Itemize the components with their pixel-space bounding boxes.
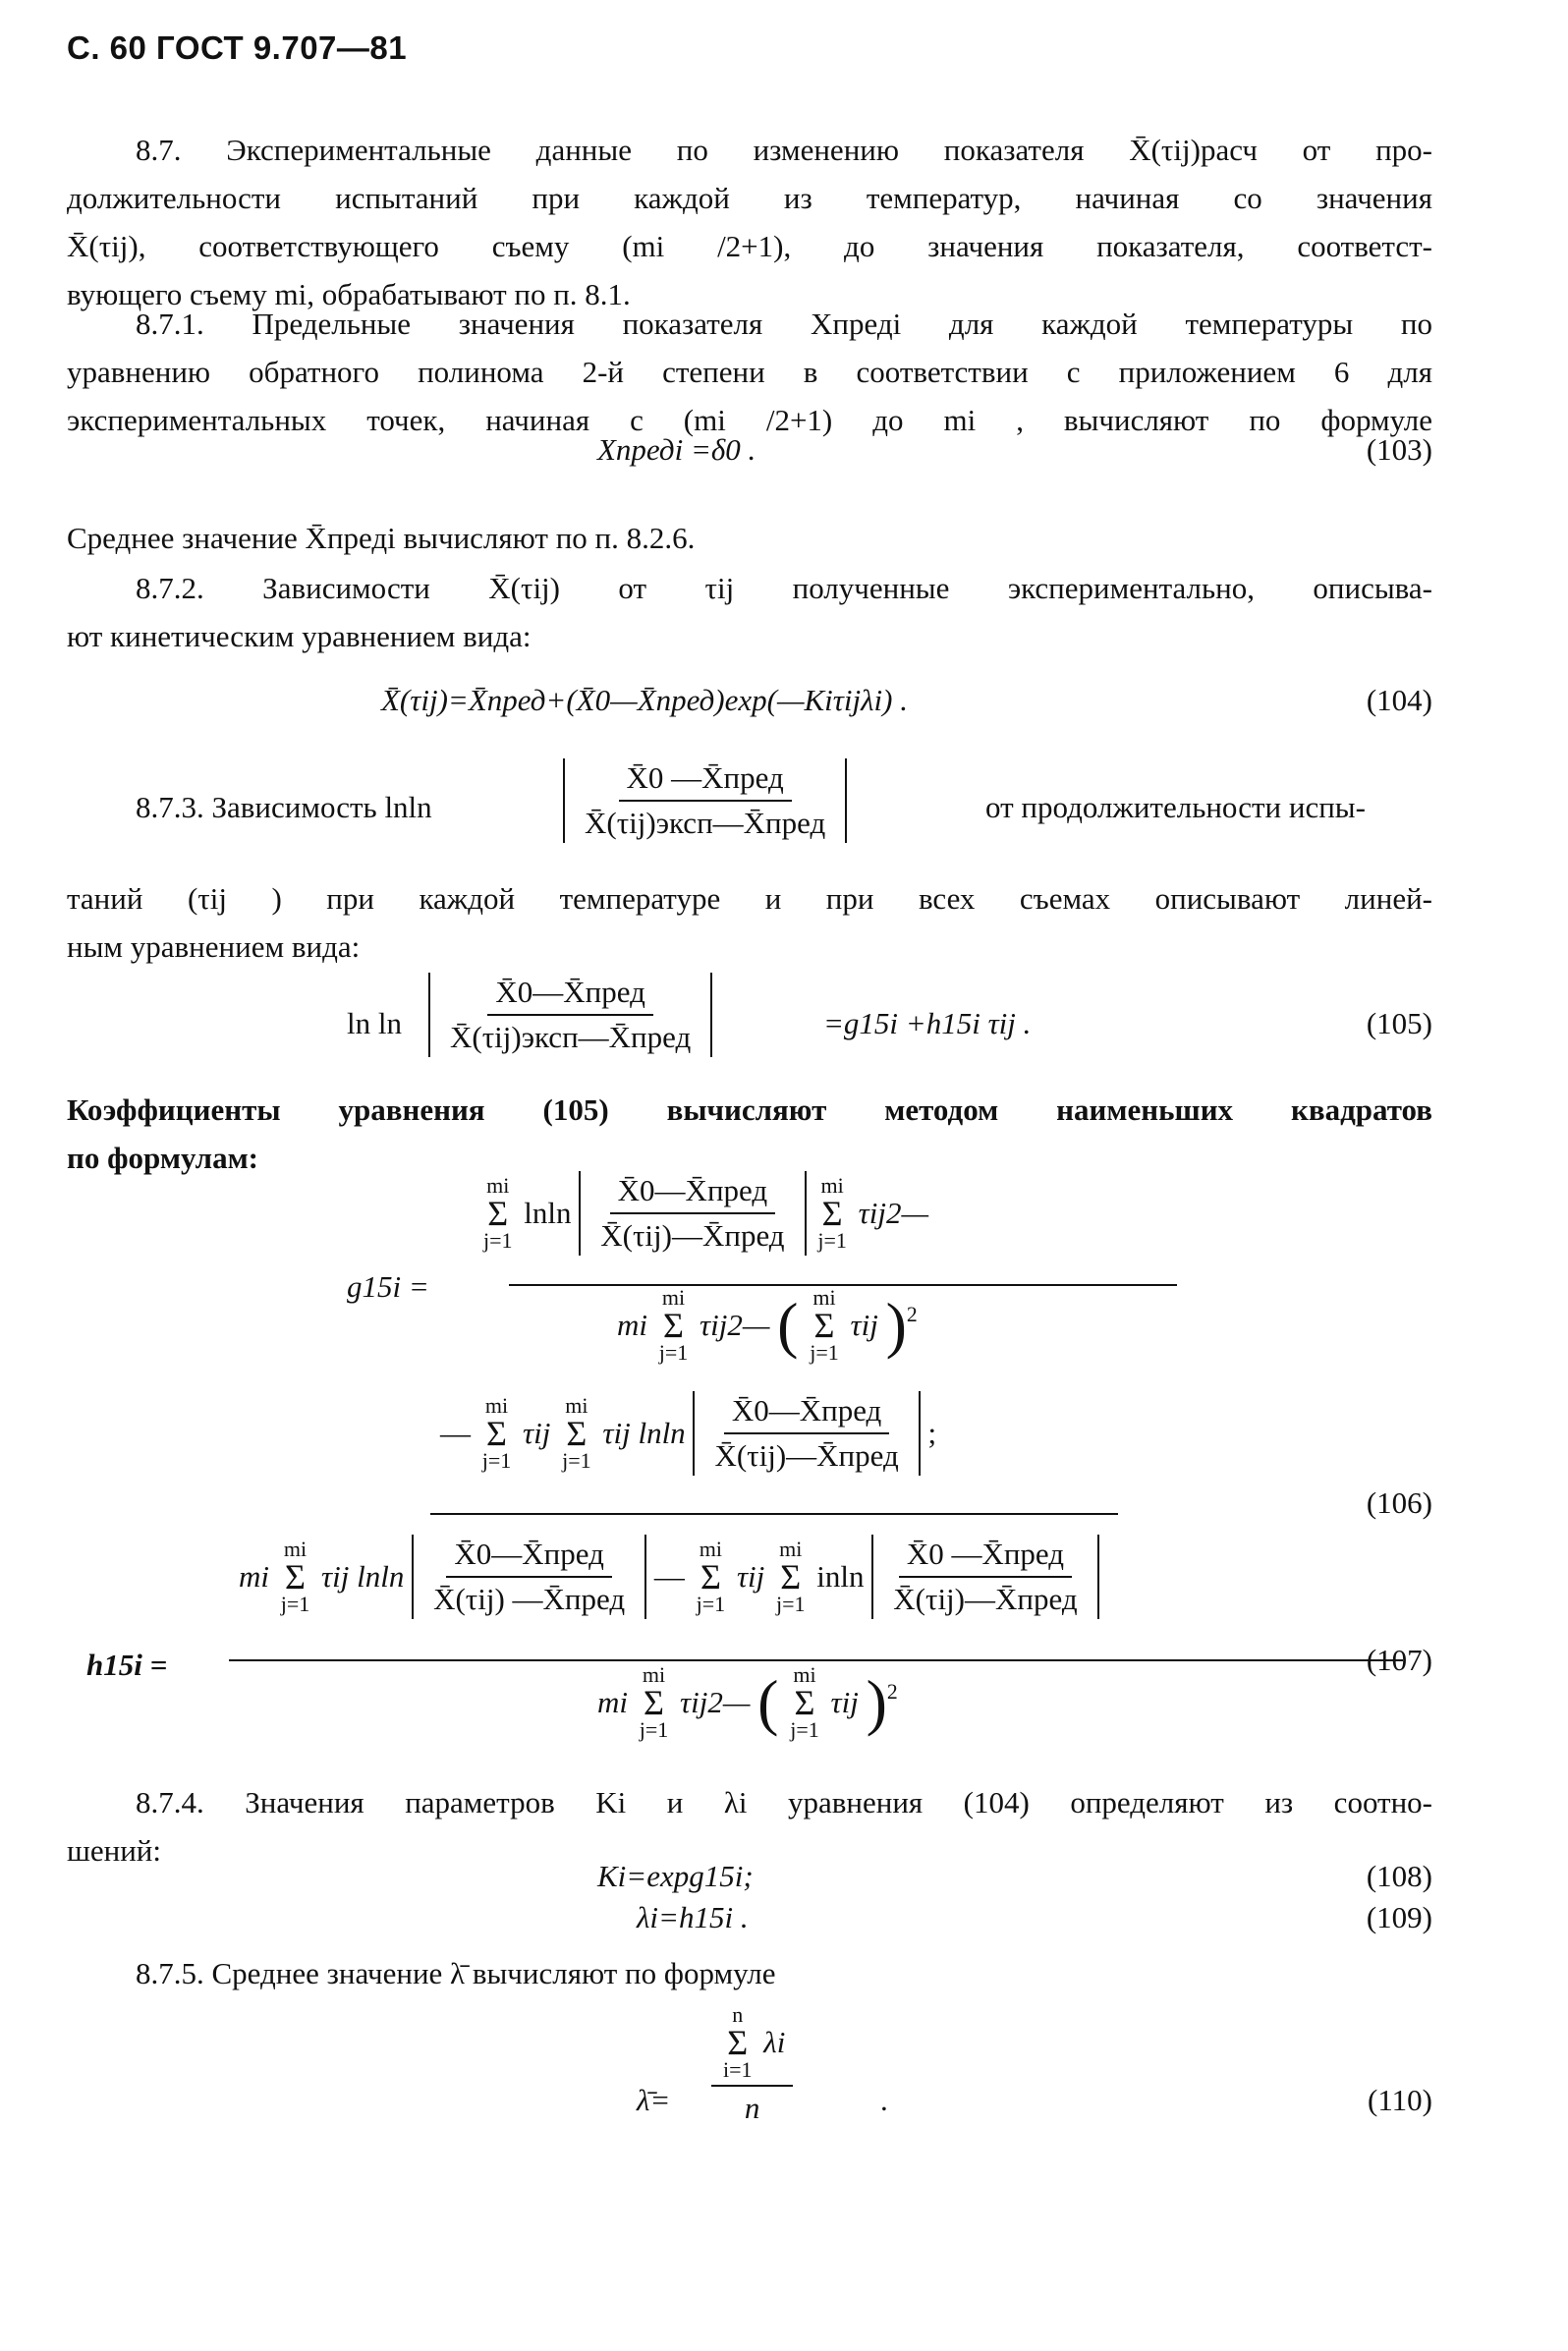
abs-fraction (428, 973, 712, 1057)
text-line: вующего съему mi, обрабатывают по п. 8.1. (67, 277, 631, 311)
equation-103 (67, 432, 1432, 481)
text-line: 8.7.1. Предельные значения показателя Xпредi для каждой температуры по (136, 307, 1432, 341)
equation-body: λi=h15i . (637, 1900, 749, 1934)
fraction: $\frac{\text{X̄0 —X̄пред}}{\text{X̄(τij)—X̄пред}}$ (893, 1537, 1078, 1616)
equation-number: (105) (1366, 1006, 1432, 1040)
equation-number: (108) (1366, 1859, 1432, 1893)
fraction-numerator: X̄0—X̄пред (487, 975, 653, 1016)
paragraph-8-7-5 (67, 1949, 1432, 1997)
text-line: таний (τij ) при каждой температуре и при всех съемах описывают линей- (67, 881, 1432, 916)
paragraph-8-7 (67, 126, 1432, 318)
equation-lhs: λ̄= (637, 2083, 671, 2117)
text-line: 8.7.2. Зависимости X̄(τij) от τij полученные экспериментально, описыва- (136, 571, 1432, 605)
equation-number: (109) (1366, 1900, 1432, 1934)
text-fragment: от продолжительности испы- (985, 790, 1366, 824)
summation: mi Σ j=1 (483, 1173, 513, 1253)
text-fragment: 8.7.3. Зависимость lnln (136, 790, 432, 824)
paragraph-8-7-1 (67, 300, 1432, 444)
summation: mi Σ j=1 (562, 1393, 591, 1473)
paragraph-8-7-3-rest (67, 874, 1432, 971)
page-header: С. 60 ГОСТ 9.707—81 (67, 29, 408, 66)
abs-bars (579, 1171, 806, 1256)
text-line: экспериментальных точек, начиная с (mi /2+1) до mi , вычисляют по формуле (67, 403, 1432, 437)
fraction: $\frac{\text{X̄0—X̄пред}}{\text{X̄(τij) —X̄пред}}$ (433, 1537, 626, 1616)
numerator-part-1: mi Σ j=1 lnln $\frac{\text{X̄0—X̄пред}}{\text{X̄(τij)—X̄пред}}$ mi Σ j=1 τij2— (479, 1171, 928, 1256)
equation-lhs: ln ln (347, 1006, 402, 1040)
equation-body: Xпредi =δ0 . (597, 432, 756, 467)
equation-104 (67, 683, 1432, 737)
fraction (577, 760, 833, 841)
summation: mi Σ j=1 (810, 1285, 839, 1365)
equation-number: (107) (1366, 1643, 1432, 1677)
summation: mi Σ j=1 (817, 1173, 847, 1253)
equation-lhs: h15i = (86, 1648, 168, 1682)
equation-number: (106) (1366, 1485, 1432, 1520)
text-line: X̄(τij), соответствующего съему (mi /2+1), до значения показателя, соответст- (67, 229, 1432, 263)
period: . (880, 2083, 888, 2117)
summation: mi Σ j=1 (696, 1537, 726, 1616)
paragraph-mean-value (67, 514, 1432, 562)
fraction (442, 975, 699, 1055)
text-line: Коэффициенты уравнения (105) вычисляют методом наименьших квадратов (67, 1092, 1432, 1127)
text-line: 8.7.5. Среднее значение λ̄ вычисляют по формуле (136, 1956, 776, 1990)
abs-bars (563, 758, 847, 843)
equation-lhs: g15i = (347, 1269, 429, 1304)
equation-body: Ki=expg15i; (597, 1859, 754, 1893)
fraction-bar (430, 1513, 1118, 1515)
equation-rhs: =g15i +h15i τij . (823, 1006, 1032, 1040)
paragraph-8-7-2 (67, 564, 1432, 660)
denominator: mi mi Σ j=1 τij2— ( mi Σ j=1 τij )$^2$ (617, 1285, 918, 1365)
paragraph-coefficients (67, 1086, 1432, 1182)
equation-body: X̄(τij)=X̄пред+(X̄0—X̄пред)exp(—Kiτijλi) . (381, 683, 908, 717)
text-line: шений: (67, 1833, 162, 1868)
text-line: 8.7.4. Значения параметров Ki и λi уравнения (104) определяют из соотно- (136, 1785, 1432, 1819)
summation: mi Σ j=1 (776, 1537, 806, 1616)
summation: mi Σ j=1 (790, 1662, 819, 1742)
fraction-numerator: X̄0 —X̄пред (619, 760, 792, 802)
text-line: ют кинетическим уравнением вида: (67, 619, 532, 653)
numerator-part-2: — mi Σ j=1 τij mi Σ j=1 τij lnln $\frac{\text{X̄0—X̄пред}}{\text{X̄(τij)—X̄пред}}$ ; (440, 1391, 936, 1476)
numerator: mi mi Σ j=1 τij lnln $\frac{\text{X̄0—X̄пред}}{\text{X̄(τij) —X̄пред}}$ — mi Σ j=1 τij mi Σ j=1 inln $\frac{\text{X̄0 —X̄пред}}{\text{X̄(τij)—X̄пред}}$ (239, 1535, 1099, 1619)
equation-109 (67, 1900, 1432, 1943)
fraction-bar (229, 1659, 1403, 1661)
text-line: ным уравнением вида: (67, 929, 361, 964)
equation-110 (67, 2004, 1432, 2152)
summation: mi Σ j=1 (639, 1662, 669, 1742)
equation-105 (67, 973, 1432, 1081)
abs-bars (412, 1535, 646, 1619)
text-line: Среднее значение X̄предi вычисляют по п. 8.2.6. (67, 521, 696, 555)
summation: mi Σ j=1 (280, 1537, 310, 1616)
equation-106 (67, 1171, 1432, 1525)
abs-bars (693, 1391, 920, 1476)
text-line: должительности испытаний при каждой из температур, начиная со значения (67, 181, 1432, 215)
abs-bars (871, 1535, 1098, 1619)
fraction: $\frac{\text{X̄0—X̄пред}}{\text{X̄(τij)—X̄пред}}$ (600, 1173, 785, 1253)
fraction (705, 2004, 799, 2126)
equation-number: (103) (1366, 432, 1432, 467)
fraction-numerator: n Σ i=1 λi (711, 2004, 793, 2087)
fraction-denominator: X̄(τij)эксп—X̄пред (585, 806, 826, 840)
text-line: по формулам: (67, 1141, 259, 1175)
equation-107 (67, 1535, 1432, 1800)
paragraph-8-7-3-line1 (67, 758, 1432, 867)
summation: mi Σ j=1 (481, 1393, 512, 1473)
abs-bars (428, 973, 712, 1057)
denominator: mi mi Σ j=1 τij2— ( mi Σ j=1 τij )$^2$ (597, 1662, 898, 1742)
abs-fraction (563, 758, 847, 843)
summation: n Σ i=1 (723, 2002, 753, 2082)
fraction-denominator: X̄(τij)эксп—X̄пред (450, 1020, 692, 1054)
text-line: 8.7. Экспериментальные данные по изменению показателя X̄(τij)расч от про- (136, 133, 1432, 167)
fraction: $\frac{\text{X̄0—X̄пред}}{\text{X̄(τij)—X̄пред}}$ (714, 1393, 899, 1473)
fraction-denominator: n (744, 2091, 760, 2125)
fraction-bar (509, 1284, 1177, 1286)
equation-number: (104) (1366, 683, 1432, 717)
equation-number: (110) (1368, 2083, 1432, 2117)
text-line: уравнению обратного полинома 2-й степени в соответствии с приложением 6 для (67, 355, 1432, 389)
equation-108 (67, 1859, 1432, 1902)
summation: mi Σ j=1 (658, 1285, 689, 1365)
